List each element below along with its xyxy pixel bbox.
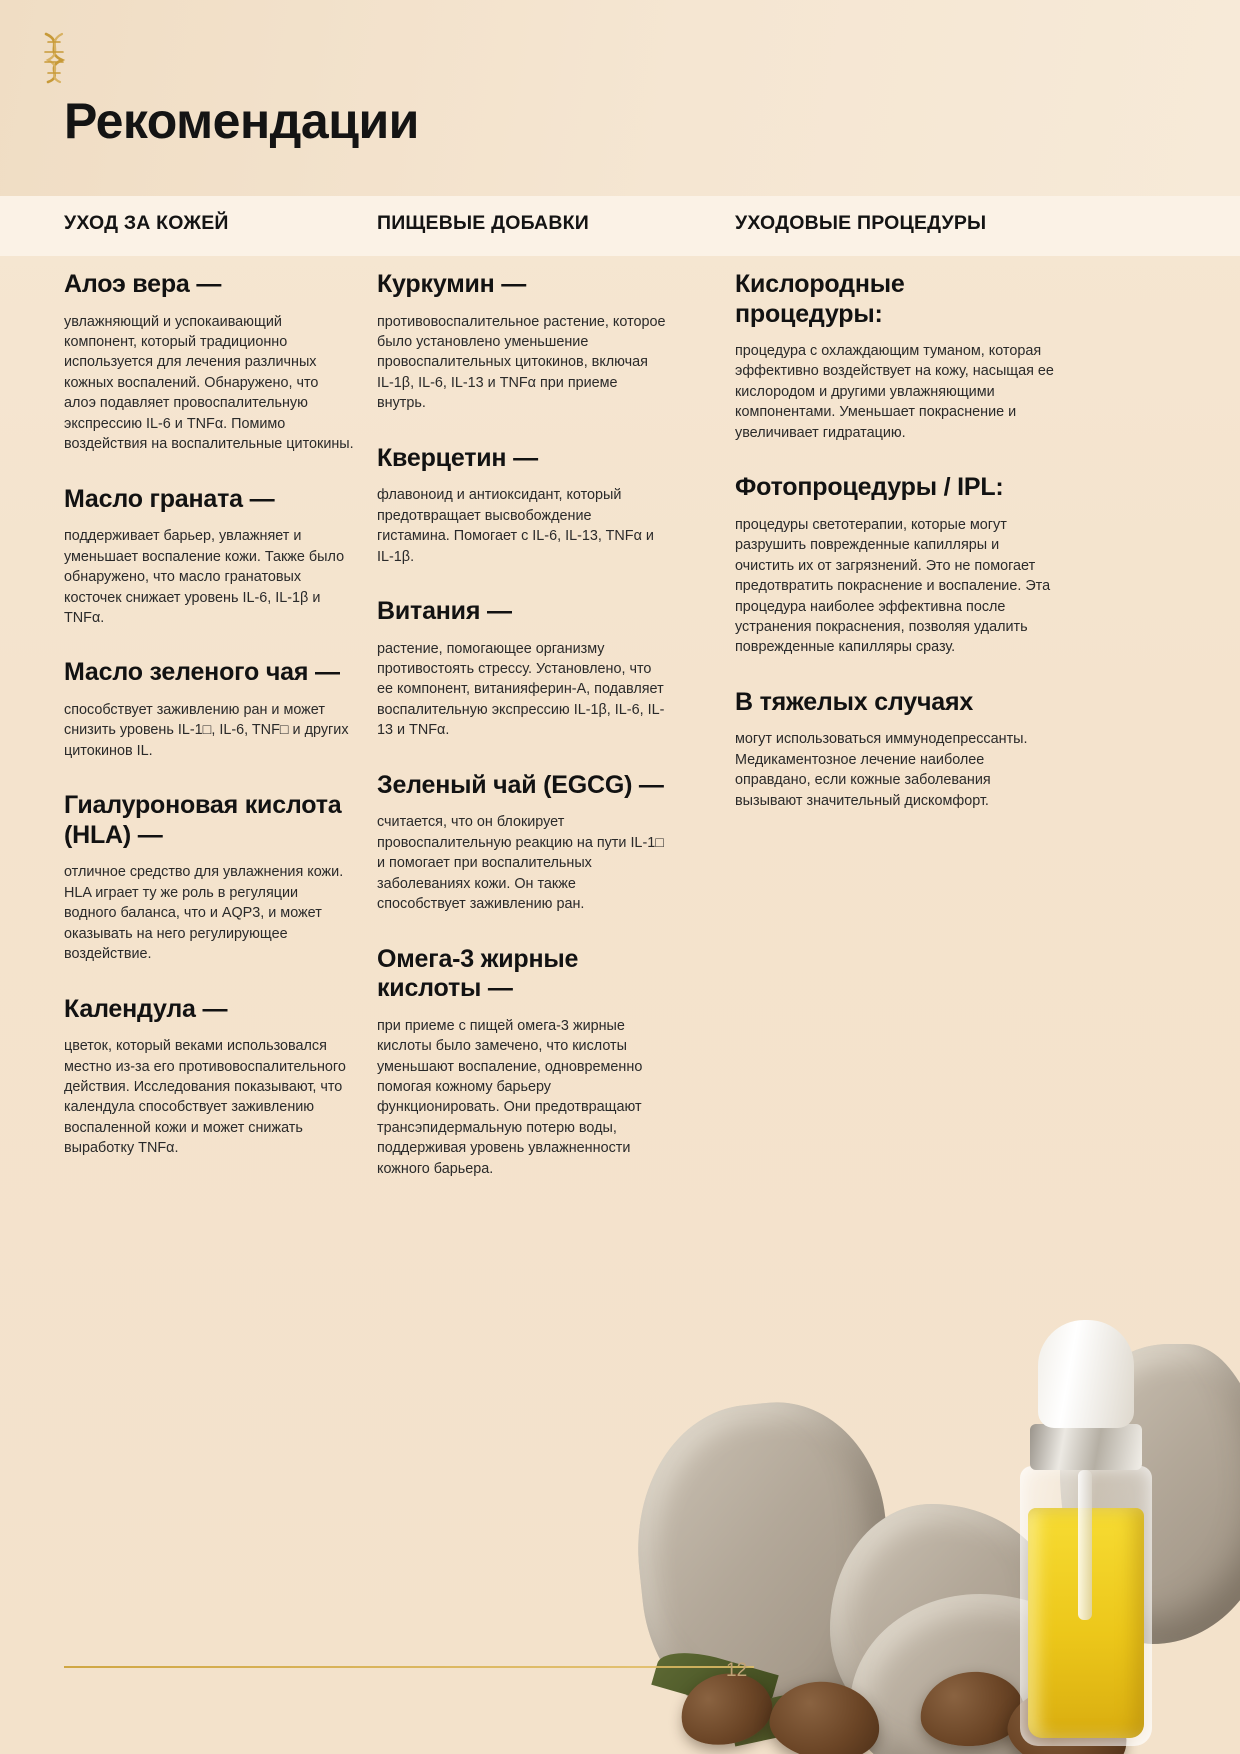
- content-block: [377, 771, 667, 915]
- content-block: [64, 270, 354, 455]
- dna-helix-logo: [34, 32, 76, 84]
- column-skincare: [64, 270, 354, 1189]
- content-block: [64, 658, 354, 761]
- block-body: отличное средство для увлажнения кожи. HLA играет ту же роль в регуляции водного баланса, что и AQP3, и может оказывать на него регулирующее воздействие.: [64, 864, 344, 963]
- bottle-pipette: [1078, 1470, 1092, 1620]
- block-title: Алоэ вера —: [64, 270, 222, 298]
- content-block: [735, 688, 1055, 811]
- block-title: Масло граната —: [64, 484, 275, 513]
- block-title: Омега-3 жирные кислоты —: [377, 944, 579, 1003]
- page-number: 12: [726, 1660, 748, 1681]
- block-title: Куркумин —: [377, 270, 527, 298]
- block-body: при приеме с пищей омега-3 жирные кислоты было замечено, что кислоты уменьшают воспаление, одновременно помогая кожному барьеру функционировать. Они предотвращают трансэпидермальную потерю воды, поддерживая уровень увлажненности кожного барьера.: [377, 1017, 643, 1177]
- block-title: Витания —: [377, 597, 512, 626]
- block-body: считается, что он блокирует провоспалительную реакцию на пути IL-1□ и помогает при воспалительных заболеваниях кожи. Он также способствует заживлению ран.: [377, 814, 664, 913]
- serum-bottle: [1012, 1320, 1162, 1750]
- block-title: Гиалуроновая кислота (HLA) —: [64, 791, 342, 849]
- block-title: В тяжелых случаях: [735, 687, 974, 716]
- footer-divider: [64, 1666, 754, 1668]
- content-block: [377, 444, 667, 567]
- block-body: способствует заживлению ран и может снизить уровень IL-1□, IL-6, TNF□ и других цитокинов IL.: [64, 701, 349, 759]
- block-title: Кверцетин —: [377, 443, 538, 472]
- block-title: Масло зеленого чая —: [64, 658, 340, 687]
- block-title: Зеленый чай (EGCG) —: [377, 770, 664, 799]
- column-header-skincare: УХОД ЗА КОЖЕЙ: [64, 212, 229, 234]
- content-block: [735, 270, 1055, 443]
- block-body: могут использоваться иммунодепрессанты. Медикаментозное лечение наиболее оправдано, если кожные заболевания вызывают значительный дискомфорт.: [735, 731, 1028, 809]
- block-title: Кислородные процедуры:: [735, 270, 905, 328]
- block-body: поддерживает барьер, увлажняет и уменьшает воспаление кожи. Также было обнаружено, что масло гранатовых косточек снижает уровень IL-6, IL-1β и TNFα.: [64, 528, 345, 626]
- block-body: противовоспалительное растение, которое было установлено уменьшение провоспалительных цитокинов, включая IL-1β, IL-6, IL-13 и TNFα при приеме внутрь.: [377, 313, 666, 412]
- block-title: Календула —: [64, 994, 228, 1023]
- content-block: [377, 597, 667, 741]
- block-body: флавоноид и антиоксидант, который предотвращает высвобождение гистамина. Помогает с IL-6, IL-13, TNFα и IL-1β.: [377, 487, 654, 565]
- block-body: процедура с охлаждающим туманом, которая эффективно воздействует на кожу, насыщая ее кислородом и другими увлажняющими компонентами. Уменьшает покраснение и увеличивает гидратацию.: [735, 343, 1054, 441]
- block-body: цветок, который веками использовался местно из-за его противовоспалительного действия. Исследования показывают, что календула способствует заживлению воспаленной кожи и может снижать выработку TNFα.: [64, 1038, 346, 1157]
- block-title: Фотопроцедуры / IPL:: [735, 473, 1004, 502]
- content-block: [735, 473, 1055, 658]
- column-header-procedures: УХОДОВЫЕ ПРОЦЕДУРЫ: [735, 212, 987, 234]
- page-title: Рекомендации: [64, 93, 419, 149]
- content-block: [377, 270, 667, 414]
- bottle-cap: [1038, 1320, 1134, 1428]
- column-header-supplements: ПИЩЕВЫЕ ДОБАВКИ: [377, 212, 589, 234]
- product-photo: [620, 1134, 1240, 1754]
- block-body: процедуры светотерапии, которые могут разрушить поврежденные капилляры и очистить их от загрязнений. Это не помогает предотвратить покраснение и воспаление. Эта процедура наиболее эффективна после устранения покраснения, позволяя удалить поврежденные капилляры сразу.: [735, 516, 1051, 656]
- block-body: увлажняющий и успокаивающий компонент, который традиционно используется для лечения различных кожных воспалений. Обнаружено, что алоэ подавляет провоспалительную экспрессию IL-6 и TNFα. Помимо воздействия на воспалительные цитокины.: [64, 313, 354, 453]
- column-procedures: [735, 270, 1055, 841]
- content-block: [64, 485, 354, 629]
- content-block: [377, 945, 667, 1180]
- bottle-collar: [1030, 1424, 1142, 1470]
- column-supplements: [377, 270, 667, 1209]
- block-body: растение, помогающее организму противостоять стрессу. Установлено, что ее компонент, витанияферин-А, подавляет воспалительную экспрессию IL-1β, IL-6, IL-13 и TNFα.: [377, 640, 665, 739]
- content-block: [64, 791, 354, 964]
- content-block: [64, 995, 354, 1159]
